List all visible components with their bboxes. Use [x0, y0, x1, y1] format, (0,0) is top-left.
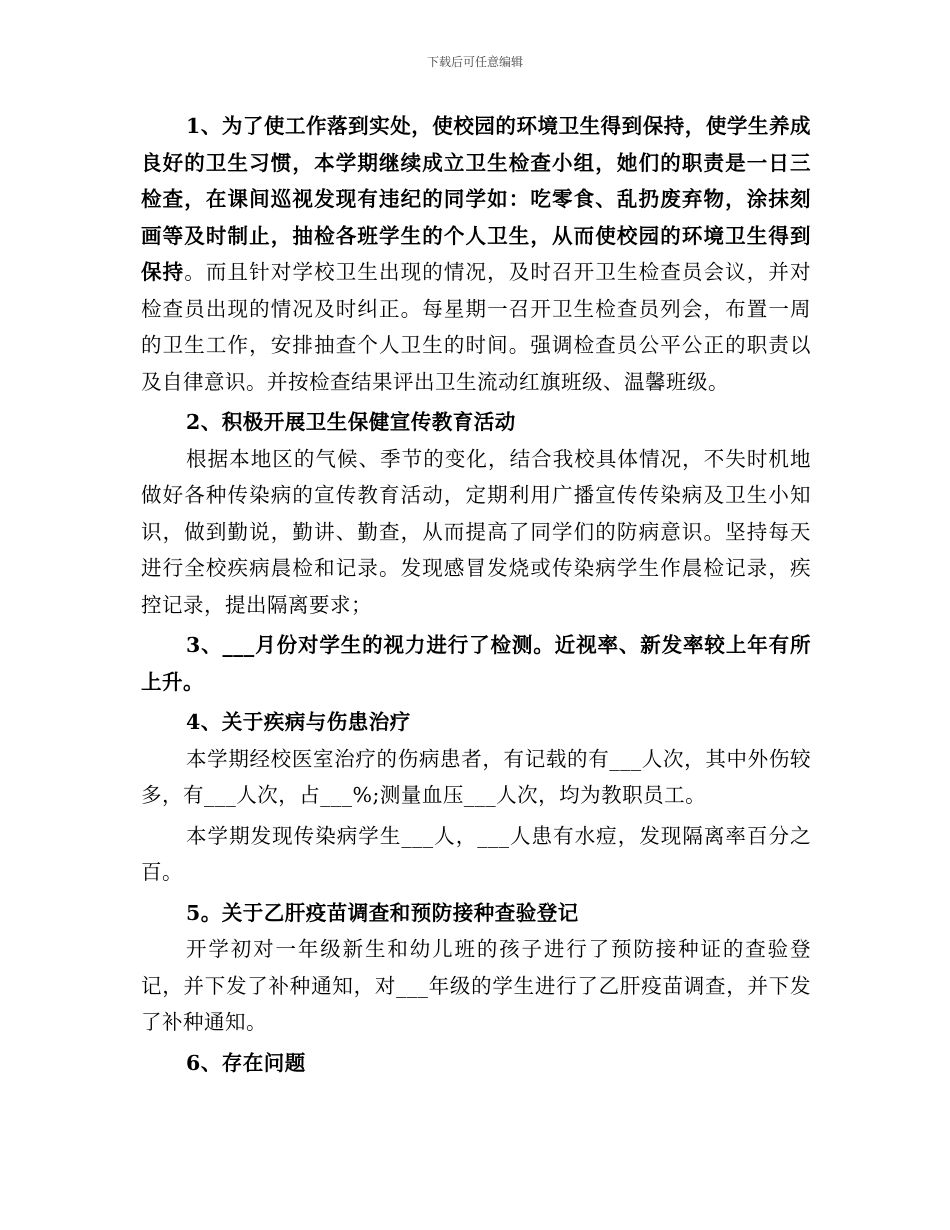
paragraph-5: 开学初对一年级新生和幼儿班的孩子进行了预防接种证的查验登记，并下发了补种通知，对___年级的学生进行了乙肝疫苗调查，并下发了补种通知。	[141, 937, 811, 1034]
heading-6: 6、存在问题	[186, 1050, 306, 1075]
paragraph-3: 3、___月份对学生的视力进行了检测。近视率、新发率较上年有所上升。	[141, 633, 811, 694]
paragraph-2: 根据本地区的气候、季节的变化，结合我校具体情况，不失时机地做好各种传染病的宣传教育活动，定期利用广播宣传传染病及卫生小知识，做到勤说，勤讲、勤查，从而提高了同学们的防病意识。坚持每天进行全校疾病晨检和记录。发现感冒发烧或传染病学生作晨检记录，疾控记录，提出隔离要求；	[141, 446, 811, 617]
paragraph-1	[141, 108, 811, 400]
heading-2: 2、积极开展卫生保健宣传教育活动	[186, 410, 516, 434]
document-body	[141, 108, 811, 1081]
page-header: 下载后可任意编辑	[426, 55, 523, 69]
paragraph-4a: 本学期经校医室治疗的伤病患者，有记载的有___人次，其中外伤较多，有___人次，占___%;测量血压___人次，均为教职员工。	[141, 746, 811, 807]
heading-5: 5。关于乙肝疫苗调查和预防接种查验登记	[186, 900, 579, 925]
paragraph-1-bold: 1、为了使工作落到实处，使校园的环境卫生得到保持，使学生养成良好的卫生习惯，本学期继续成立卫生检查小组，她们的职责是一日三检查，在课间巡视发现有违纪的同学如：吃零食、乱扔废弃物，涂抹刻画等及时制止，抽检各班学生的个人卫生，从而使校园的环境卫生得到保持	[141, 114, 811, 284]
paragraph-4b: 本学期发现传染病学生___人，___人患有水痘，发现隔离率百分之百。	[141, 823, 811, 884]
paragraph-1-normal: 。而且针对学校卫生出现的情况，及时召开卫生检查员会议，并对检查员出现的情况及时纠正。每星期一召开卫生检查员列会，布置一周的卫生工作，安排抽查个人卫生的时间。强调检查员公平公正的职责以及自律意识。并按检查结果评出卫生流动红旗班级、温馨班级。	[141, 260, 812, 394]
heading-4: 4、关于疾病与伤患治疗	[186, 710, 411, 734]
